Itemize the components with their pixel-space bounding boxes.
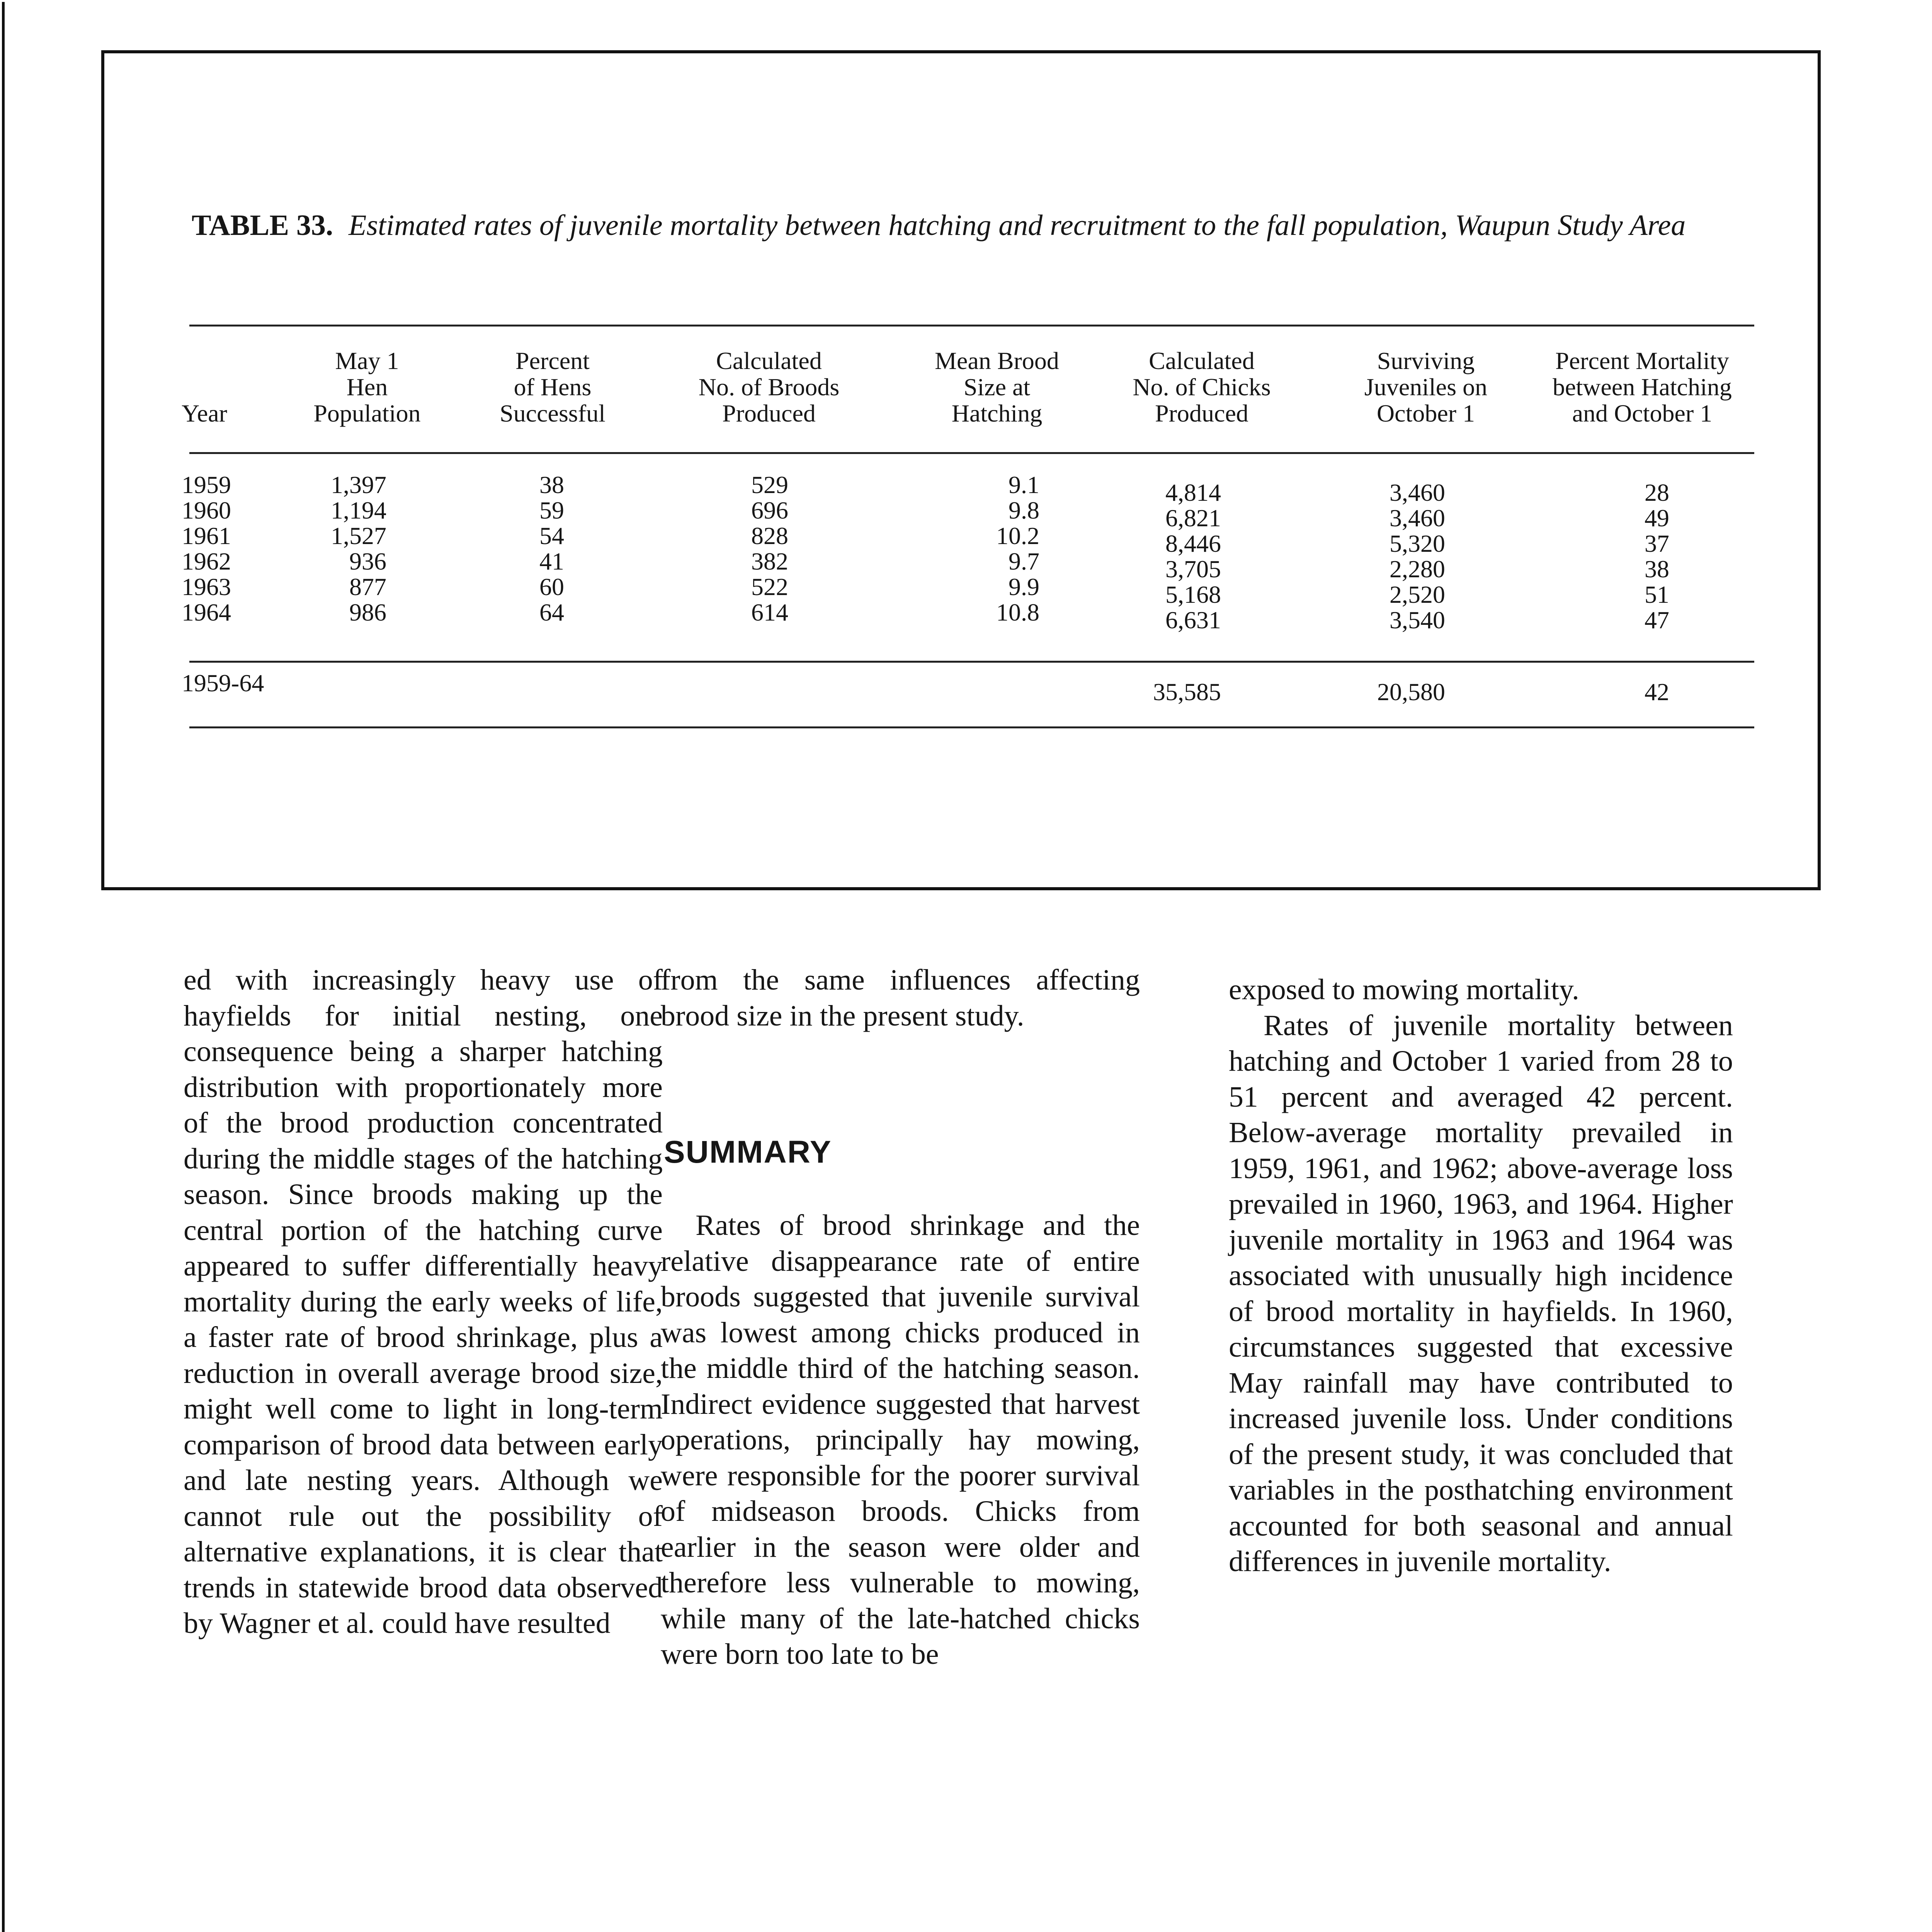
- table-cell: 9.9: [1009, 573, 1039, 600]
- table-rule-header: [189, 452, 1754, 454]
- column-header-line: Produced: [1155, 400, 1248, 427]
- summary-heading: SUMMARY: [664, 1134, 832, 1170]
- row-year: 1962: [182, 548, 231, 575]
- column-header-line: Calculated: [1149, 347, 1255, 374]
- table-cell: 37: [1645, 530, 1669, 557]
- table-cell: 6,821: [1165, 504, 1221, 532]
- table-cell: 6,631: [1165, 606, 1221, 634]
- total-survivors: 20,580: [1377, 678, 1445, 706]
- total-mortality: 42: [1645, 678, 1669, 706]
- table-cell: 51: [1645, 581, 1669, 608]
- column-header-line: Hen: [346, 373, 388, 401]
- table-cell: 522: [751, 573, 788, 600]
- column-header-line: and October 1: [1572, 400, 1713, 427]
- summary-text: [661, 1208, 1140, 1672]
- table-cell: 10.2: [996, 522, 1039, 549]
- table-cell: 64: [539, 599, 564, 626]
- column-header: [182, 400, 263, 427]
- table-rule-top: [189, 325, 1754, 327]
- table-cell: 49: [1645, 504, 1669, 532]
- column-header-line: between Hatching: [1553, 373, 1732, 401]
- column-header-line: Percent Mortality: [1555, 347, 1729, 374]
- table-cell: 9.7: [1009, 548, 1039, 575]
- table-cell: 1,527: [331, 522, 386, 549]
- table-cell: 3,460: [1389, 479, 1445, 506]
- column-header: [657, 348, 881, 427]
- row-year: 1959: [182, 471, 231, 498]
- column-header: [286, 348, 448, 427]
- column-header-line: No. of Broods: [698, 373, 840, 401]
- table-rule-body: [189, 661, 1754, 663]
- table-cell: 47: [1645, 606, 1669, 634]
- table-cell: 1,194: [331, 497, 386, 524]
- table-cell: 3,705: [1165, 555, 1221, 583]
- table-cell: 2,280: [1389, 555, 1445, 583]
- table-cell: 5,168: [1165, 581, 1221, 608]
- text-column-2: [661, 962, 1140, 1034]
- column-header-line: Successful: [500, 400, 605, 427]
- row-year: 1964: [182, 599, 231, 626]
- paragraph: ed with increasingly heavy use of hayfields for initial nesting, one consequence being a sharper hatching distribution with proportionately more of the brood production concentrated during the middle stages of the hatching season. Since broods making up the central portion of the hatching curve appeared to suffer differentially heavy mortality during the early weeks of life, a faster rate of brood shrinkage, plus a reduction in overall average brood size, might well come to light in long-term comparison of brood data between early and late nesting years. Although we cannot rule out the possibility of alternative explanations, it is clear that trends in statewide brood data observed by Wagner et al. could have resulted: [184, 964, 663, 1639]
- table-cell: 877: [349, 573, 386, 600]
- table-cell: 936: [349, 548, 386, 575]
- table-caption-text: Estimated rates of juvenile mortality between hatching and recruitment to the fall population, Waupun Study Area: [349, 209, 1686, 242]
- table-cell: 9.1: [1009, 471, 1039, 498]
- row-year: 1963: [182, 573, 231, 600]
- table-cell: 529: [751, 471, 788, 498]
- table-cell: 696: [751, 497, 788, 524]
- table-cell: 3,460: [1389, 504, 1445, 532]
- paragraph: from the same influences affecting brood size in the present study.: [661, 964, 1140, 1032]
- table-cell: 614: [751, 599, 788, 626]
- row-year: 1960: [182, 497, 231, 524]
- table-cell: 8,446: [1165, 530, 1221, 557]
- table-cell: 5,320: [1389, 530, 1445, 557]
- paragraph: Rates of juvenile mortality between hatching and October 1 varied from 28 to 51 percent and averaged 42 percent. Below-average mortality prevailed in 1959, 1961, and 1962; above-average loss prevailed in 1960, 1963, and 1964. Higher juvenile mortality in 1963 and 1964 was associated with unusually high incidence of brood mortality in hayfields. In 1960, circumstances suggested that excessive May rainfall may have contributed to increased juvenile loss. Under conditions of the present study, it was concluded that variables in the posthatching environment accounted for both seasonal and annual differences in juvenile mortality.: [1229, 1009, 1733, 1578]
- table-cell: 54: [539, 522, 564, 549]
- column-header-line: October 1: [1376, 400, 1475, 427]
- column-header-line: of Hens: [514, 373, 592, 401]
- column-header: [475, 348, 630, 427]
- column-header-line: Produced: [722, 400, 816, 427]
- column-header: [1530, 348, 1754, 427]
- table-cell: 60: [539, 573, 564, 600]
- column-header: [1101, 348, 1302, 427]
- table-cell: 9.8: [1009, 497, 1039, 524]
- table-cell: 382: [751, 548, 788, 575]
- column-header-line: No. of Chicks: [1133, 373, 1271, 401]
- table-cell: 38: [1645, 555, 1669, 583]
- column-header-line: Juveniles on: [1364, 373, 1488, 401]
- column-header-line: Calculated: [716, 347, 822, 374]
- column-header: [896, 348, 1097, 427]
- table-cell: 986: [349, 599, 386, 626]
- table-box: [101, 50, 1821, 890]
- table-label: TABLE 33.: [192, 209, 333, 242]
- column-header-line: Mean Brood: [935, 347, 1059, 374]
- table-cell: 1,397: [331, 471, 386, 498]
- table-rule-bottom: [189, 726, 1754, 728]
- table-cell: 3,540: [1389, 606, 1445, 634]
- table-cell: 41: [539, 548, 564, 575]
- table-cell: 2,520: [1389, 581, 1445, 608]
- column-header-line: May 1: [335, 347, 399, 374]
- column-header-line: Year: [182, 400, 227, 427]
- row-year: 1961: [182, 522, 231, 549]
- total-chicks: 35,585: [1153, 678, 1221, 706]
- column-header: [1321, 348, 1530, 427]
- table-cell: 4,814: [1165, 479, 1221, 506]
- column-header-line: Percent: [515, 347, 590, 374]
- paragraph: exposed to mowing mortality.: [1229, 973, 1579, 1006]
- column-header-line: Surviving: [1377, 347, 1475, 374]
- table-cell: 59: [539, 497, 564, 524]
- total-year: 1959-64: [182, 669, 264, 697]
- column-header-line: Population: [313, 400, 421, 427]
- table-cell: 38: [539, 471, 564, 498]
- table-caption: [192, 205, 1699, 246]
- text-column-1: [184, 962, 663, 1641]
- table-cell: 10.8: [996, 599, 1039, 626]
- text-column-3: [1229, 972, 1733, 1580]
- paragraph: Rates of brood shrinkage and the relative disappearance rate of entire broods suggested that juvenile survival was lowest among chicks produced in the middle third of the hatching season. Indirect evidence suggested that harvest operations, principally hay mowing, were responsible for the poorer survival of midseason broods. Chicks from earlier in the season were older and therefore less vulnerable to mowing, while many of the late-hatched chicks were born too late to be: [661, 1209, 1140, 1670]
- column-header-line: Size at: [963, 373, 1031, 401]
- column-header-line: Hatching: [951, 400, 1043, 427]
- table-cell: 828: [751, 522, 788, 549]
- table-cell: 28: [1645, 479, 1669, 506]
